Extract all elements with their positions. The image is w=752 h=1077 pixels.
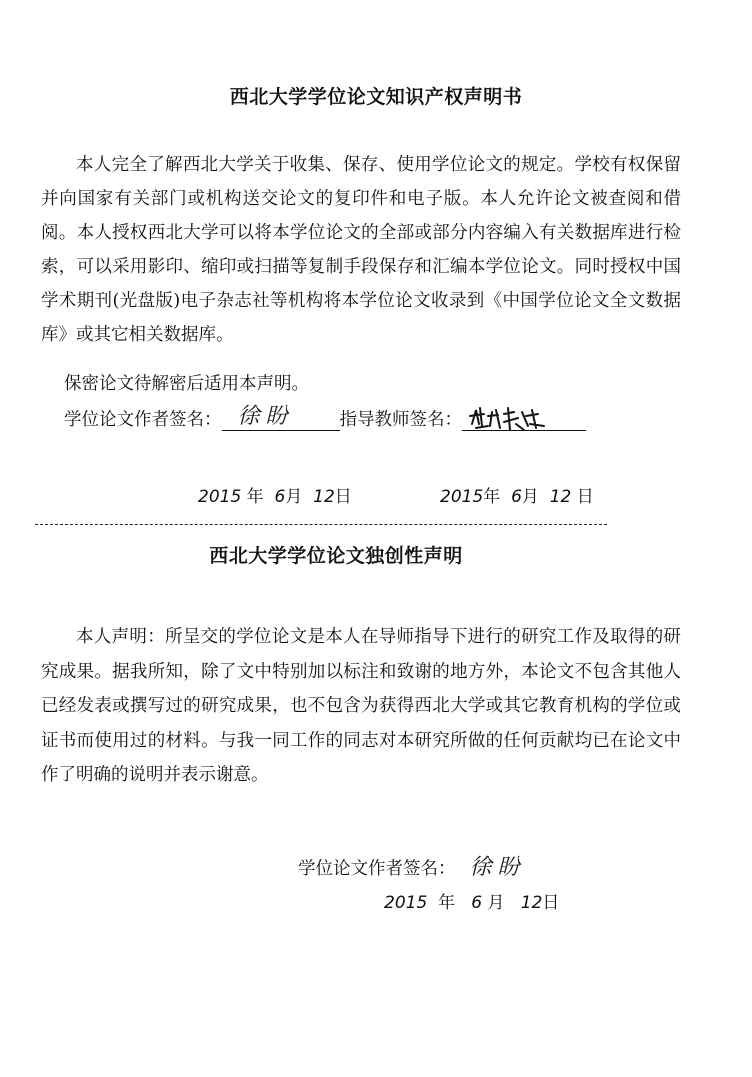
ip-declaration-title: 西北大学学位论文知识产权声明书 — [229, 86, 523, 108]
author-date-year: 2015 — [198, 487, 242, 507]
originality-declaration-title: 西北大学学位论文独创性声明 — [209, 545, 463, 567]
section-divider — [35, 524, 607, 525]
advisor-date — [440, 482, 594, 507]
originality-declaration-body: 本人声明：所呈交的学位论文是本人在导师指导下进行的研究工作及取得的研究成果。据我所知，除了文中特别加以标注和致谢的地方外，本论文不包含其他人已经发表或撰写过的研究成果，也不包含为获得西北大学或其它教育机构的学位或证书而使用过的材料。与我一同工作的同志对本研究所做的任何贡献均已在论文中作了明确的说明并表示谢意。 — [41, 627, 681, 785]
author-signature: 徐盼 — [237, 404, 294, 429]
originality-date-month-unit: 月 — [487, 893, 505, 913]
ip-signature-row — [64, 406, 586, 431]
advisor-date-month: 6 — [511, 487, 522, 507]
confidential-note: 保密论文待解密后适用本声明。 — [64, 374, 309, 394]
author-date-month-unit: 月 — [285, 487, 303, 507]
originality-date-month: 6 — [471, 893, 483, 913]
advisor-date-day: 12 — [549, 487, 572, 507]
advisor-signature-scrawl — [466, 404, 562, 434]
originality-author-signature: 徐盼 — [469, 855, 526, 880]
advisor-date-month-unit: 月 — [521, 487, 539, 507]
originality-date-year: 2015 — [384, 893, 428, 913]
ip-declaration-body: 本人完全了解西北大学关于收集、保存、使用学位论文的规定。学校有权保留并向国家有关部门或机构送交论文的复印件和电子版。本人允许论文被查阅和借阅。本人授权西北大学可以将本学位论文的全部或部分内容编入有关数据库进行检索，可以采用影印、缩印或扫描等复制手段保存和汇编本学位论文。同时授权中国学术期刊(光盘版)电子杂志社等机构将本学位论文收录到《中国学位论文全文数据库》或其它相关数据库。 — [41, 155, 681, 345]
originality-signature-row — [298, 850, 526, 881]
author-date — [198, 482, 352, 507]
originality-date — [384, 888, 559, 913]
advisor-signature-line — [462, 406, 586, 431]
originality-date-day: 12 — [520, 893, 543, 913]
originality-date-day-unit: 日 — [542, 893, 560, 913]
advisor-sign-label: 指导教师签名： — [339, 410, 462, 430]
author-date-day: 12 — [313, 487, 335, 507]
author-date-day-unit: 日 — [334, 487, 352, 507]
originality-author-sign-label: 学位论文作者签名： — [298, 859, 456, 879]
author-date-month: 6 — [274, 487, 286, 507]
advisor-date-day-unit: 日 — [576, 487, 594, 507]
originality-date-year-unit: 年 — [438, 893, 456, 913]
author-signature-line — [222, 406, 340, 431]
advisor-date-year-unit: 年 — [483, 487, 501, 507]
author-sign-label: 学位论文作者签名： — [64, 410, 222, 430]
author-date-year-unit: 年 — [246, 487, 264, 507]
advisor-date-year: 2015 — [440, 487, 484, 507]
